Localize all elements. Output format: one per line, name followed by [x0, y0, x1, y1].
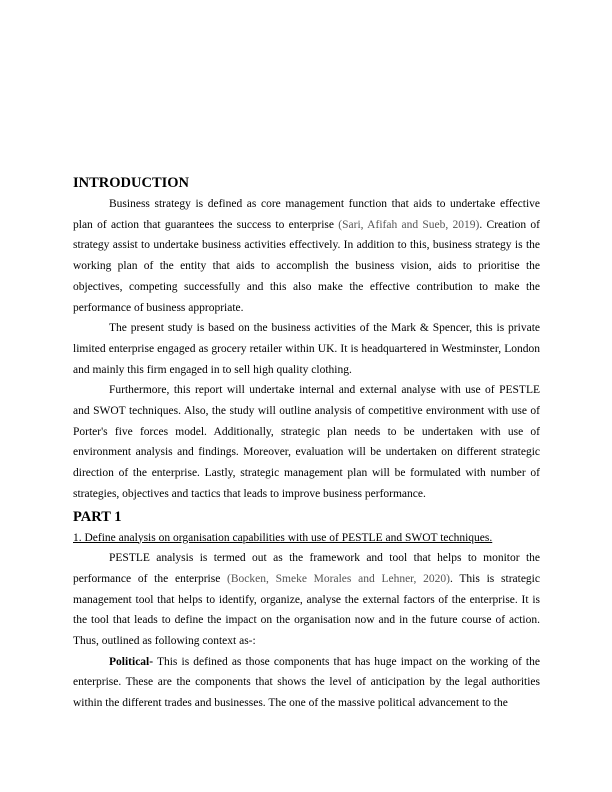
text: . Creation of strategy assist to undertake business activities effectively. In addition to this, business strategy is the working plan of the entity that aids to accomplish the business vision, aids to prioritise the objectives, competing successfully and this also make the effective contribution to make the performance of business appropriate.: [73, 218, 541, 314]
text: PESTLE analysis is termed out as the framework and tool that helps to monitor the performance of the enterprise: [73, 552, 540, 585]
citation: (Sari, Afifah and Sueb, 2019): [338, 218, 480, 231]
introduction-heading: INTRODUCTION: [73, 175, 190, 191]
introduction-paragraph-3: Furthermore, this report will undertake internal and external analyse with use of PESTLE and SWOT techniques. Also, the study will outline analysis of competitive environment with use of Porter's five forces model. Additionally, strategic plan needs to be undertaken with use of environment analysis and findings. Moreover, evaluation will be undertaken on different strategic direction of the enterprise. Lastly, strategic management plan will be formulated with number of strategies, objectives and tactics that leads to improve business performance.: [73, 384, 540, 500]
document-page: [73, 174, 540, 714]
political-label: Political-: [109, 655, 154, 668]
text: This is defined as those components that has huge impact on the working of the enterprise. These are the components that shows the level of anticipation by the legal authorities within the different trades and businesses. The one of the massive political advancement to the: [73, 655, 540, 710]
part1-subheading: 1. Define analysis on organisation capabilities with use of PESTLE and SWOT techniques.: [73, 531, 493, 544]
text: Business strategy is defined as core management function that aids to undertake effective plan of action that guarantees the success to enterprise: [73, 198, 540, 231]
text: . This is strategic management tool that helps to identify, organize, analyse the external factors of the enterprise. It is the tool that leads to define the impact on the organisation now and in the future course of action. Thus, outlined as following context as-:: [73, 572, 540, 648]
citation: (Bocken, Smeke Morales and Lehner, 2020): [227, 572, 450, 585]
part1-heading: PART 1: [73, 508, 122, 525]
political-paragraph: [73, 652, 540, 714]
part1-paragraph-1: [73, 548, 540, 652]
introduction-paragraph-1: [73, 194, 540, 318]
introduction-paragraph-2: The present study is based on the business activities of the Mark & Spencer, this is private limited enterprise engaged as grocery retailer within UK. It is headquartered in Westminster, London and mainly this firm engaged in to sell high quality clothing.: [73, 322, 540, 376]
